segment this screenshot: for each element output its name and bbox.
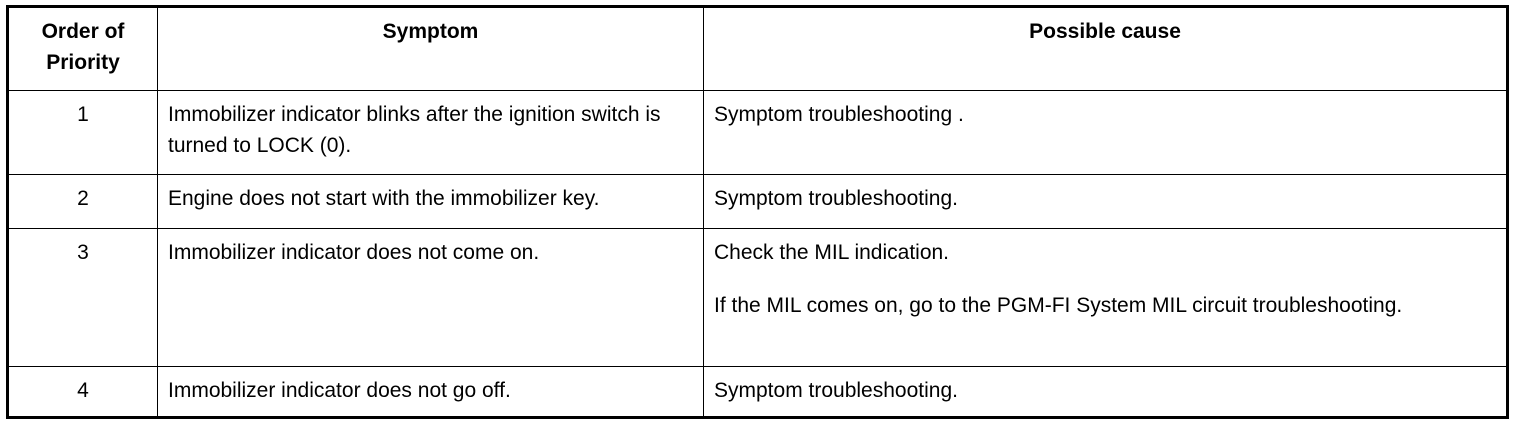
symptom-cell: Immobilizer indicator does not come on. bbox=[158, 229, 704, 367]
cause-text: If the MIL comes on, go to the PGM-FI System MIL circuit troubleshooting. bbox=[714, 294, 1403, 317]
cause-cell bbox=[704, 367, 1508, 418]
table-body bbox=[8, 91, 1508, 418]
table-row bbox=[8, 175, 1508, 229]
order-cell: 4 bbox=[8, 367, 158, 418]
table-row bbox=[8, 229, 1508, 367]
symptom-cell: Immobilizer indicator blinks after the ignition switch is turned to LOCK (0). bbox=[158, 91, 704, 175]
table-header bbox=[8, 7, 1508, 91]
order-cell: 1 bbox=[8, 91, 158, 175]
cause-text: Symptom troubleshooting. bbox=[714, 187, 958, 210]
header-order-of-priority: Order of Priority bbox=[8, 7, 158, 91]
cause-text: Check the MIL indication. bbox=[714, 241, 950, 264]
cause-text: Symptom troubleshooting . bbox=[714, 103, 964, 126]
order-cell: 3 bbox=[8, 229, 158, 367]
cause-cell bbox=[704, 91, 1508, 175]
cause-text: Symptom troubleshooting. bbox=[714, 379, 958, 402]
cause-cell bbox=[704, 229, 1508, 367]
header-possible-cause: Possible cause bbox=[704, 7, 1508, 91]
cause-cell bbox=[704, 175, 1508, 229]
table-row bbox=[8, 91, 1508, 175]
troubleshooting-table bbox=[6, 5, 1509, 419]
header-symptom: Symptom bbox=[158, 7, 704, 91]
table-row bbox=[8, 367, 1508, 418]
header-row bbox=[8, 7, 1508, 91]
symptom-cell: Engine does not start with the immobilizer key. bbox=[158, 175, 704, 229]
symptom-cell: Immobilizer indicator does not go off. bbox=[158, 367, 704, 418]
order-cell: 2 bbox=[8, 175, 158, 229]
